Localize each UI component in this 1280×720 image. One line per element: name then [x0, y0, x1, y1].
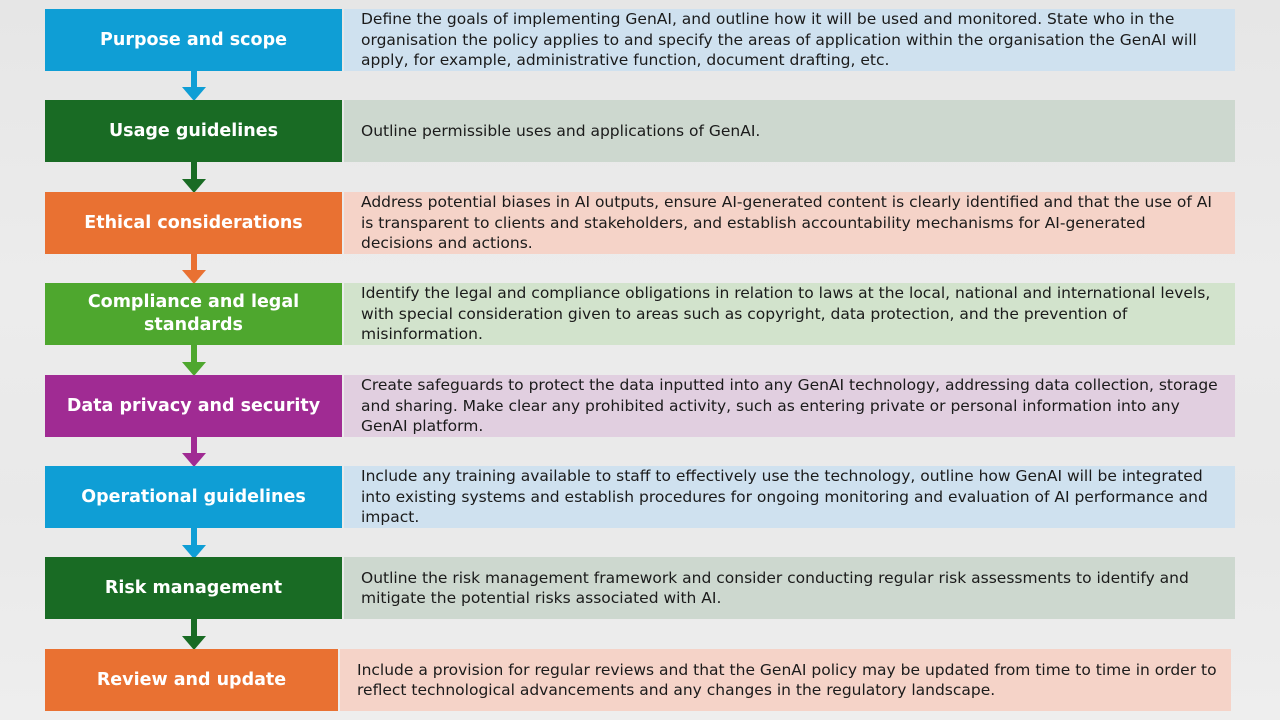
stage-row-operational-guidelines — [0, 466, 1280, 528]
stage-description-ethical-considerations — [344, 192, 1235, 254]
stage-title: Risk management — [104, 577, 283, 598]
stage-row-usage-guidelines — [0, 100, 1280, 162]
stage-compliance-and-legal-standards — [45, 283, 342, 345]
stage-title: Data privacy and security — [66, 395, 321, 416]
stage-row-risk-management — [0, 557, 1280, 619]
flow-arrow-down-icon — [182, 70, 206, 102]
flow-arrow-down-icon — [182, 528, 206, 560]
stage-ethical-considerations — [45, 192, 342, 254]
stage-row-purpose-and-scope — [0, 9, 1280, 71]
stage-description-data-privacy-and-security — [344, 375, 1235, 437]
stage-title: Purpose and scope — [100, 29, 287, 50]
stage-description-text: Outline the risk management framework and consider conducting regular risk assessments to identify and mitigate the potential risks associated with AI. — [361, 568, 1189, 607]
flow-arrow-down-icon — [182, 345, 206, 377]
stage-description-text: Address potential biases in AI outputs, ensure AI-generated content is clearly identified and that the use of AI is transparent to clients and stakeholders, and establish accountability mechanisms for AI-generated decisions and actions. — [361, 193, 1212, 253]
stage-description-risk-management — [344, 557, 1235, 619]
stage-purpose-and-scope — [45, 9, 342, 71]
stage-usage-guidelines — [45, 100, 342, 162]
flow-arrow-down-icon — [182, 619, 206, 651]
stage-title: Usage guidelines — [108, 120, 279, 141]
stage-description-operational-guidelines — [344, 466, 1235, 528]
stage-description-usage-guidelines — [344, 100, 1235, 162]
stage-risk-management — [45, 557, 342, 619]
stage-description-text: Create safeguards to protect the data inputted into any GenAI technology, addressing data collection, storage and sharing. Make clear any prohibited activity, such as entering private or personal information into any GenAI platform. — [361, 376, 1218, 436]
stage-description-text: Identify the legal and compliance obligations in relation to laws at the local, national and international levels, with special consideration given to areas such as copyright, data protection, and the prevention of misinformation. — [361, 284, 1211, 344]
stage-description-review-and-update — [340, 649, 1231, 711]
stage-review-and-update — [45, 649, 338, 711]
stage-description-purpose-and-scope — [344, 9, 1235, 71]
stage-row-ethical-considerations — [0, 192, 1280, 254]
flow-arrow-down-icon — [182, 162, 206, 194]
stage-row-compliance-and-legal-standards — [0, 283, 1280, 345]
stage-title: Compliance and legal standards — [87, 292, 300, 335]
stage-title: Review and update — [96, 669, 287, 690]
stage-description-text: Include any training available to staff to effectively use the technology, outline how GenAI will be integrated into existing systems and establish procedures for ongoing monitoring and evaluation of AI performance and impact. — [361, 467, 1208, 527]
flow-arrow-down-icon — [182, 253, 206, 285]
stage-row-review-and-update — [0, 649, 1280, 711]
stage-description-text: Include a provision for regular reviews and that the GenAI policy may be updated from time to time in order to reflect technological advancements and any changes in the regulatory landscape. — [357, 660, 1217, 699]
stage-title: Ethical considerations — [84, 212, 303, 233]
flow-arrow-down-icon — [182, 436, 206, 468]
stage-description-text: Define the goals of implementing GenAI, and outline how it will be used and monitored. State who in the organisation the policy applies to and specify the areas of application within the organisation the GenAI will apply, for example, administrative function, document drafting, etc. — [361, 10, 1197, 70]
stage-data-privacy-and-security — [45, 375, 342, 437]
stage-description-compliance-and-legal-standards — [344, 283, 1235, 345]
stage-description-text: Outline permissible uses and applications of GenAI. — [361, 121, 761, 140]
stage-row-data-privacy-and-security — [0, 375, 1280, 437]
stage-operational-guidelines — [45, 466, 342, 528]
stage-title: Operational guidelines — [81, 486, 306, 507]
